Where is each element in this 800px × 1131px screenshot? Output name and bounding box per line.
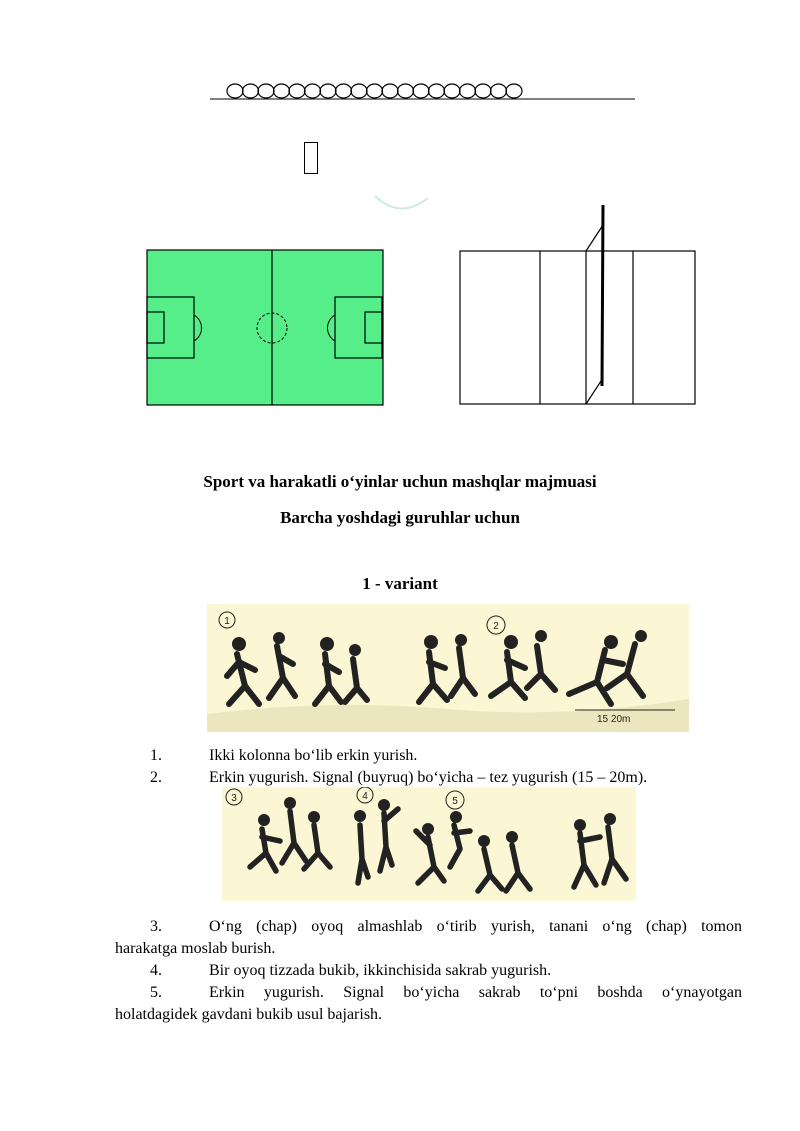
figure-label-4: 4	[362, 791, 368, 802]
decorative-circle	[460, 84, 476, 98]
decorative-circle	[227, 84, 243, 98]
figure-label-5: 5	[452, 796, 458, 807]
decorative-circle	[336, 84, 352, 98]
item-text-line1: Erkin yugurish. Signal bo‘yicha sakrab to‘pni boshda o‘ynayotgan	[209, 984, 742, 1001]
decorative-circle	[243, 84, 259, 98]
figure-label-3: 3	[231, 793, 237, 804]
item-text-line2: harakatga moslab burish.	[115, 940, 276, 957]
decorative-circle	[382, 84, 398, 98]
decorative-circle	[413, 84, 429, 98]
decorative-circle	[429, 84, 445, 98]
figure-label-1: 1	[224, 616, 230, 627]
placeholder-glyph-box	[304, 142, 318, 174]
variant-heading: 1 - variant	[362, 574, 438, 593]
item-number: 5.	[150, 984, 162, 1001]
faint-arc-decoration	[370, 188, 440, 218]
decorative-circle	[475, 84, 491, 98]
decorative-circle	[367, 84, 383, 98]
decorative-circle	[398, 84, 414, 98]
decorative-circle	[351, 84, 367, 98]
item-text: Bir oyoq tizzada bukib, ikkinchisida sakrab yugurish.	[209, 962, 552, 979]
distance-label: 15 20m	[597, 714, 631, 725]
item-number: 1.	[150, 747, 162, 764]
decorative-circle	[305, 84, 321, 98]
item-text: Erkin yugurish. Signal (buyruq) bo‘yicha – tez yugurish (15 – 20m).	[209, 769, 648, 786]
list-item-1	[0, 745, 800, 767]
decorative-circle	[274, 84, 290, 98]
decorative-circle	[491, 84, 507, 98]
circle-row-decoration	[205, 78, 640, 106]
decorative-circle	[506, 84, 522, 98]
page-subtitle: Barcha yoshdagi guruhlar uchun	[280, 508, 520, 527]
running-exercises-illustration	[207, 604, 689, 732]
list-item-2	[0, 767, 800, 789]
item-text-line2: holatdagidek gavdani bukib usul bajarish.	[115, 1006, 383, 1023]
item-number: 2.	[150, 769, 162, 786]
list-item-4	[0, 960, 800, 982]
decorative-circle	[258, 84, 274, 98]
list-item-5	[0, 982, 800, 1026]
decorative-circle	[444, 84, 460, 98]
item-number: 4.	[150, 962, 162, 979]
volleyball-court-diagram	[458, 203, 698, 407]
item-text-line1: O‘ng (chap) oyoq almashlab o‘tirib yurish, tanani o‘ng (chap) tomon	[209, 918, 742, 935]
page-title: Sport va harakatli o‘yinlar uchun mashqlar majmuasi	[203, 472, 597, 491]
item-text: Ikki kolonna bo‘lib erkin yurish.	[209, 747, 418, 764]
item-number: 3.	[150, 918, 162, 935]
decorative-circle	[289, 84, 305, 98]
football-field-diagram	[146, 249, 384, 406]
figure-label-2: 2	[493, 621, 499, 632]
decorative-circle	[320, 84, 336, 98]
jumping-exercises-illustration	[222, 787, 636, 901]
list-item-3	[0, 916, 800, 960]
